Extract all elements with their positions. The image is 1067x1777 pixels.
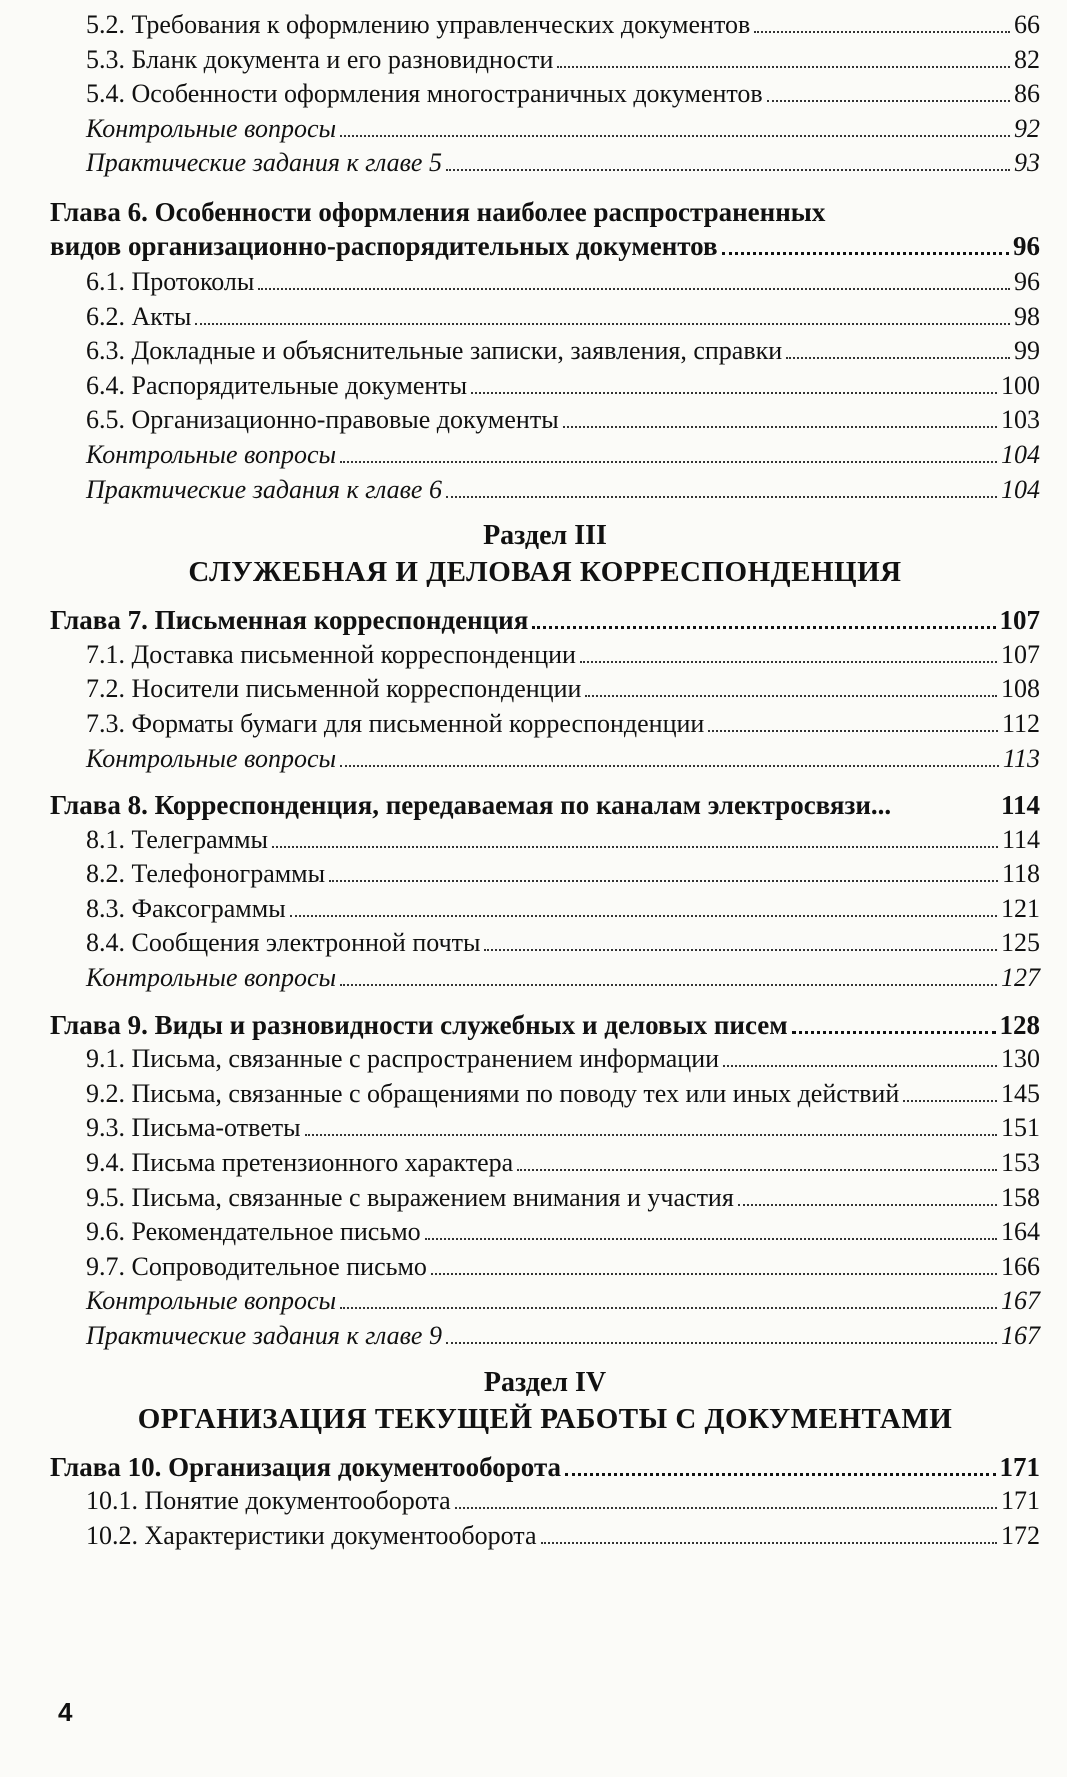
toc-entry-label: 7.1. Доставка письменной корреспонденции (86, 639, 576, 669)
leader-dots (258, 288, 1010, 290)
chapter-page-number: 107 (999, 605, 1040, 636)
toc-entry-page-number: 86 (1014, 79, 1040, 109)
toc-entry-page-number: 99 (1014, 336, 1040, 366)
toc-entry-page-number: 118 (1001, 859, 1040, 889)
toc-entry (50, 43, 1040, 78)
toc-entry-label: Контрольные вопросы (86, 963, 337, 993)
leader-dots (517, 1169, 997, 1171)
toc-entry-page-number: 112 (1001, 708, 1040, 738)
toc-entry-page-number: 164 (1001, 1217, 1040, 1247)
toc-entry-label: 9.4. Письма претензионного характера (86, 1148, 514, 1178)
toc-entry-label: 7.2. Носители письменной корреспонденции (86, 674, 582, 704)
toc-entry (50, 77, 1040, 112)
toc-entry (50, 1250, 1040, 1285)
toc-entry-label: 5.3. Бланк документа и его разновидности (86, 44, 554, 74)
leader-dots (425, 1238, 997, 1240)
chapter-title-line2: видов организационно-распорядительных документов (50, 230, 718, 261)
chapter-heading-7 (50, 603, 1040, 638)
toc-entry-label: 6.3. Докладные и объяснительные записки, заявления, справки (86, 336, 783, 366)
leader-dots (738, 1204, 997, 1206)
toc-entry-label: 5.4. Особенности оформления многостраничных документов (86, 79, 763, 109)
chapter-page-number: 114 (1000, 790, 1040, 821)
toc-entry-label: 5.2. Требования к оформлению управленческих документов (86, 10, 751, 39)
toc-entry-page-number: 92 (1014, 113, 1040, 143)
toc-block-ch5 (50, 8, 1040, 112)
toc-entry-page-number: 172 (1001, 1520, 1040, 1550)
section-number: Раздел III (483, 520, 607, 552)
leader-dots (471, 392, 997, 394)
toc-block-ch7-questions (50, 742, 1040, 777)
leader-dots (272, 846, 998, 848)
chapter-title: Глава 8. Корреспонденция, передаваемая по каналам электросвязи... (50, 790, 892, 821)
toc-block-ch7 (50, 638, 1040, 742)
toc-entry (50, 369, 1040, 404)
chapter-heading-6 (50, 195, 1040, 265)
toc-entry (50, 334, 1040, 369)
toc-entry-page-number: 66 (1014, 10, 1040, 39)
leader-dots (722, 252, 1009, 255)
toc-entry-label: Практические задания к главе 9 (86, 1321, 442, 1350)
toc-entry-label: Контрольные вопросы (86, 1286, 337, 1316)
toc-entry-label: 6.4. Распорядительные документы (86, 370, 468, 400)
leader-dots (903, 1100, 997, 1102)
page-number: 4 (58, 1697, 73, 1727)
leader-dots (431, 1273, 997, 1275)
toc-entry (50, 1319, 1040, 1354)
toc-entry-page-number: 130 (1001, 1044, 1040, 1074)
toc-entry-label: 8.3. Факсограммы (86, 893, 286, 923)
toc-entry-label: 9.2. Письма, связанные с обращениями по поводу тех или иных действий (86, 1078, 900, 1108)
toc-entry-page-number: 98 (1014, 301, 1040, 331)
toc-block-ch5-questions (50, 112, 1040, 181)
chapter-heading-9 (50, 1008, 1040, 1043)
leader-dots (484, 949, 997, 951)
toc-entry (50, 857, 1040, 892)
leader-dots (585, 695, 997, 697)
leader-dots (723, 1065, 997, 1067)
toc-block-ch9 (50, 1042, 1040, 1284)
toc-entry-label: 6.2. Акты (86, 301, 192, 331)
toc-entry-label: 9.7. Сопроводительное письмо (86, 1251, 427, 1281)
toc-entry-page-number: 103 (1001, 405, 1040, 435)
toc-block-ch6-questions (50, 438, 1040, 507)
toc-entry (50, 146, 1040, 181)
toc-entry-page-number: 166 (1001, 1251, 1040, 1281)
toc-entry-page-number: 127 (1001, 963, 1040, 993)
toc-entry-label: 8.4. Сообщения электронной почты (86, 928, 481, 958)
toc-entry-page-number: 107 (1001, 639, 1040, 669)
chapter-title: Глава 9. Виды и разновидности служебных и деловых писем (50, 1009, 788, 1040)
toc-entry (50, 1484, 1040, 1519)
toc-entry-page-number: 113 (1002, 743, 1040, 773)
toc-entry-label: 9.5. Письма, связанные с выражением внимания и участия (86, 1182, 734, 1212)
chapter-heading-10 (50, 1450, 1040, 1485)
leader-dots (340, 1307, 997, 1309)
toc-entry (50, 112, 1040, 147)
toc-entry-page-number: 121 (1001, 893, 1040, 923)
toc-entry (50, 1519, 1040, 1554)
toc-entry (50, 638, 1040, 673)
toc-entry (50, 742, 1040, 777)
toc-block-ch6 (50, 265, 1040, 438)
toc-entry (50, 1111, 1040, 1146)
toc-entry-page-number: 93 (1014, 148, 1040, 178)
chapter-title-line1: Глава 6. Особенности оформления наиболее распространенных (50, 196, 826, 227)
toc-entry-page-number: 100 (1001, 370, 1040, 400)
chapter-page-number: 96 (1013, 230, 1040, 261)
toc-entry-page-number: 82 (1014, 44, 1040, 74)
leader-dots (708, 730, 998, 732)
toc-entry-page-number: 114 (1001, 824, 1040, 854)
toc-entry-label: 6.1. Протоколы (86, 266, 255, 296)
toc-entry-label: Практические задания к главе 5 (86, 148, 442, 178)
toc-block-ch9-questions (50, 1284, 1040, 1353)
leader-dots (541, 1542, 997, 1544)
section-title: СЛУЖЕБНАЯ И ДЕЛОВАЯ КОРРЕСПОНДЕНЦИЯ (188, 556, 902, 589)
toc-entry (50, 473, 1040, 508)
toc-entry (50, 1077, 1040, 1112)
leader-dots (329, 880, 998, 882)
toc-entry (50, 892, 1040, 927)
toc-entry-label: 7.3. Форматы бумаги для письменной корреспонденции (86, 708, 705, 738)
toc-entry-page-number: 125 (1001, 928, 1040, 958)
chapter-title: Глава 10. Организация документооборота (50, 1451, 562, 1482)
toc-entry (50, 823, 1040, 858)
leader-dots (446, 496, 997, 498)
toc-entry-label: 9.3. Письма-ответы (86, 1113, 301, 1143)
leader-dots (446, 169, 1010, 171)
toc-entry-page-number: 171 (1001, 1486, 1040, 1516)
toc-entry-label: 10.2. Характеристики документооборота (86, 1520, 537, 1550)
section-number: Раздел IV (483, 1366, 607, 1398)
leader-dots (754, 31, 1010, 33)
toc-entry-page-number: 167 (1001, 1286, 1040, 1316)
toc-entry-label: Контрольные вопросы (86, 439, 337, 469)
leader-dots (195, 323, 1010, 325)
toc-entry-page-number: 96 (1014, 266, 1040, 296)
toc-entry-page-number: 158 (1001, 1182, 1040, 1212)
toc-entry-page-number: 151 (1001, 1113, 1040, 1143)
toc-entry (50, 926, 1040, 961)
toc-entry (50, 1042, 1040, 1077)
toc-entry (50, 8, 1040, 43)
leader-dots (305, 1134, 997, 1136)
toc-entry-page-number: 153 (1001, 1148, 1040, 1178)
chapter-page-number: 128 (999, 1009, 1040, 1040)
leader-dots (786, 357, 1010, 359)
leader-dots (563, 426, 997, 428)
leader-dots (455, 1507, 997, 1509)
toc-entry-label: Практические задания к главе 6 (86, 474, 442, 504)
toc-entry-label: Контрольные вопросы (86, 113, 337, 143)
toc-entry (50, 707, 1040, 742)
toc-block-ch8-questions (50, 961, 1040, 996)
toc-entry (50, 438, 1040, 473)
leader-dots (290, 915, 997, 917)
leader-dots (340, 461, 997, 463)
toc-entry (50, 403, 1040, 438)
toc-entry (50, 1146, 1040, 1181)
leader-dots (340, 984, 997, 986)
toc-entry-label: 8.2. Телефонограммы (86, 859, 326, 889)
toc-entry-label: 8.1. Телеграммы (86, 824, 269, 854)
leader-dots (446, 1342, 997, 1344)
leader-dots (340, 135, 1010, 137)
toc-entry-page-number: 108 (1001, 674, 1040, 704)
leader-dots (580, 661, 997, 663)
leader-dots (532, 626, 995, 629)
toc-entry-label: 6.5. Организационно-правовые документы (86, 405, 559, 435)
leader-dots (340, 765, 999, 767)
toc-entry (50, 300, 1040, 335)
toc-block-ch8 (50, 823, 1040, 961)
toc-entry-page-number: 104 (1001, 474, 1040, 504)
leader-dots (792, 1031, 996, 1034)
toc-entry-label: Контрольные вопросы (86, 743, 337, 773)
leader-dots (767, 100, 1010, 102)
toc-entry-page-number: 104 (1001, 439, 1040, 469)
toc-entry-label: 9.6. Рекомендательное письмо (86, 1217, 421, 1247)
toc-entry (50, 1181, 1040, 1216)
toc-block-ch10 (50, 1484, 1040, 1553)
toc-entry (50, 1215, 1040, 1250)
chapter-heading-8 (50, 788, 1040, 823)
toc-entry (50, 1284, 1040, 1319)
toc-entry-label: 10.1. Понятие документооборота (86, 1486, 451, 1516)
table-of-contents (50, 8, 1040, 1553)
chapter-page-number: 171 (999, 1451, 1040, 1482)
toc-entry-label: 9.1. Письма, связанные с распространением информации (86, 1044, 720, 1074)
toc-entry (50, 672, 1040, 707)
leader-dots (557, 66, 1010, 68)
toc-entry (50, 961, 1040, 996)
toc-entry-page-number: 167 (1001, 1321, 1040, 1350)
chapter-title: Глава 7. Письменная корреспонденция (50, 605, 529, 636)
toc-entry-page-number: 145 (1001, 1078, 1040, 1108)
toc-entry (50, 265, 1040, 300)
leader-dots (565, 1473, 995, 1476)
section-title: ОРГАНИЗАЦИЯ ТЕКУЩЕЙ РАБОТЫ С ДОКУМЕНТАМИ (137, 1402, 953, 1435)
